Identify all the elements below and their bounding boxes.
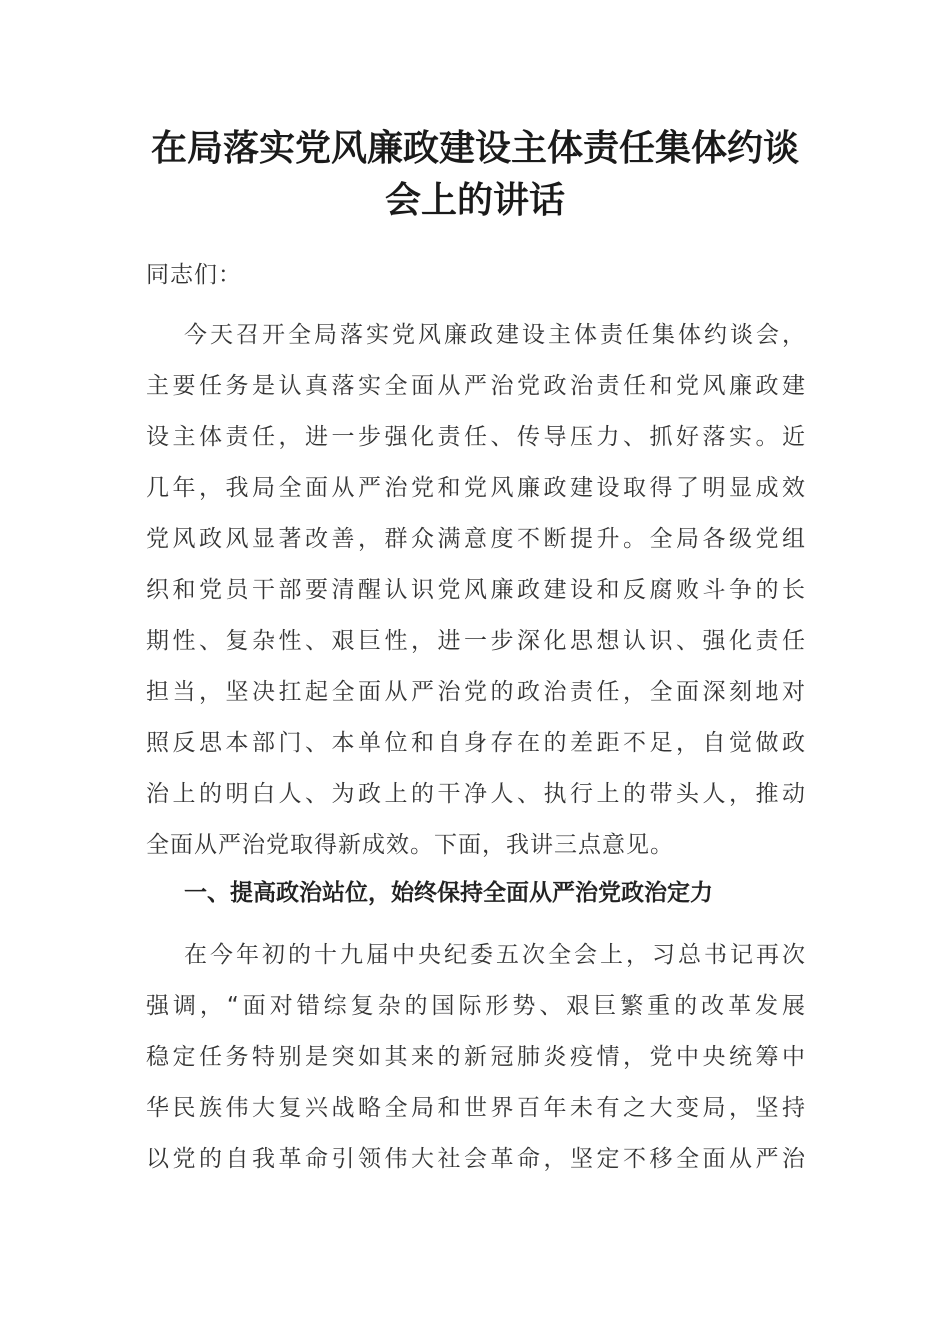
paragraph-line: 以党的自我革命引领伟大社会革命，坚定不移全面从严治 [146,1146,806,1172]
paragraph-line: 华民族伟大复兴战略全局和世界百年未有之大变局，坚持 [146,1095,806,1121]
paragraph-line: 期性、复杂性、艰巨性，进一步深化思想认识、强化责任 [146,628,806,654]
paragraph-line: 稳定任务特别是突如其来的新冠肺炎疫情，党中央统筹中 [146,1044,806,1070]
paragraph-line: 在今年初的十九届中央纪委五次全会上，习总书记再次 [184,942,806,968]
paragraph-line: 今天召开全局落实党风廉政建设主体责任集体约谈会， [184,322,806,348]
paragraph-intro [146,310,806,871]
paragraph-line: 党风政风显著改善，群众满意度不断提升。全局各级党组 [146,526,806,552]
document-title-line-1: 在局落实党风廉政建设主体责任集体约谈 [150,127,799,169]
paragraph-line: 强调，“面对错综复杂的国际形势、艰巨繁重的改革发展 [146,993,806,1019]
paragraph-line: 治上的明白人、为政上的干净人、执行上的带头人，推动 [146,781,806,807]
paragraph-line: 织和党员干部要清醒认识党风廉政建设和反腐败斗争的长 [146,577,806,603]
document-title-line-2: 会上的讲话 [384,179,565,221]
paragraph-line: 担当，坚决扛起全面从严治党的政治责任，全面深刻地对 [146,679,806,705]
paragraph-line: 全面从严治党取得新成效。下面，我讲三点意见。 [146,832,674,858]
section-heading-1: 一、提高政治站位，始终保持全面从严治党政治定力 [184,880,713,906]
paragraph-line: 几年，我局全面从严治党和党风廉政建设取得了明显成效 [146,475,806,501]
paragraph-section-1 [146,930,806,1185]
paragraph-line: 设主体责任，进一步强化责任、传导压力、抓好落实。近 [146,424,806,450]
paragraph-line: 主要任务是认真落实全面从严治党政治责任和党风廉政建 [146,373,806,399]
salutation: 同志们： [146,262,242,288]
paragraph-line: 照反思本部门、本单位和自身存在的差距不足，自觉做政 [146,730,806,756]
